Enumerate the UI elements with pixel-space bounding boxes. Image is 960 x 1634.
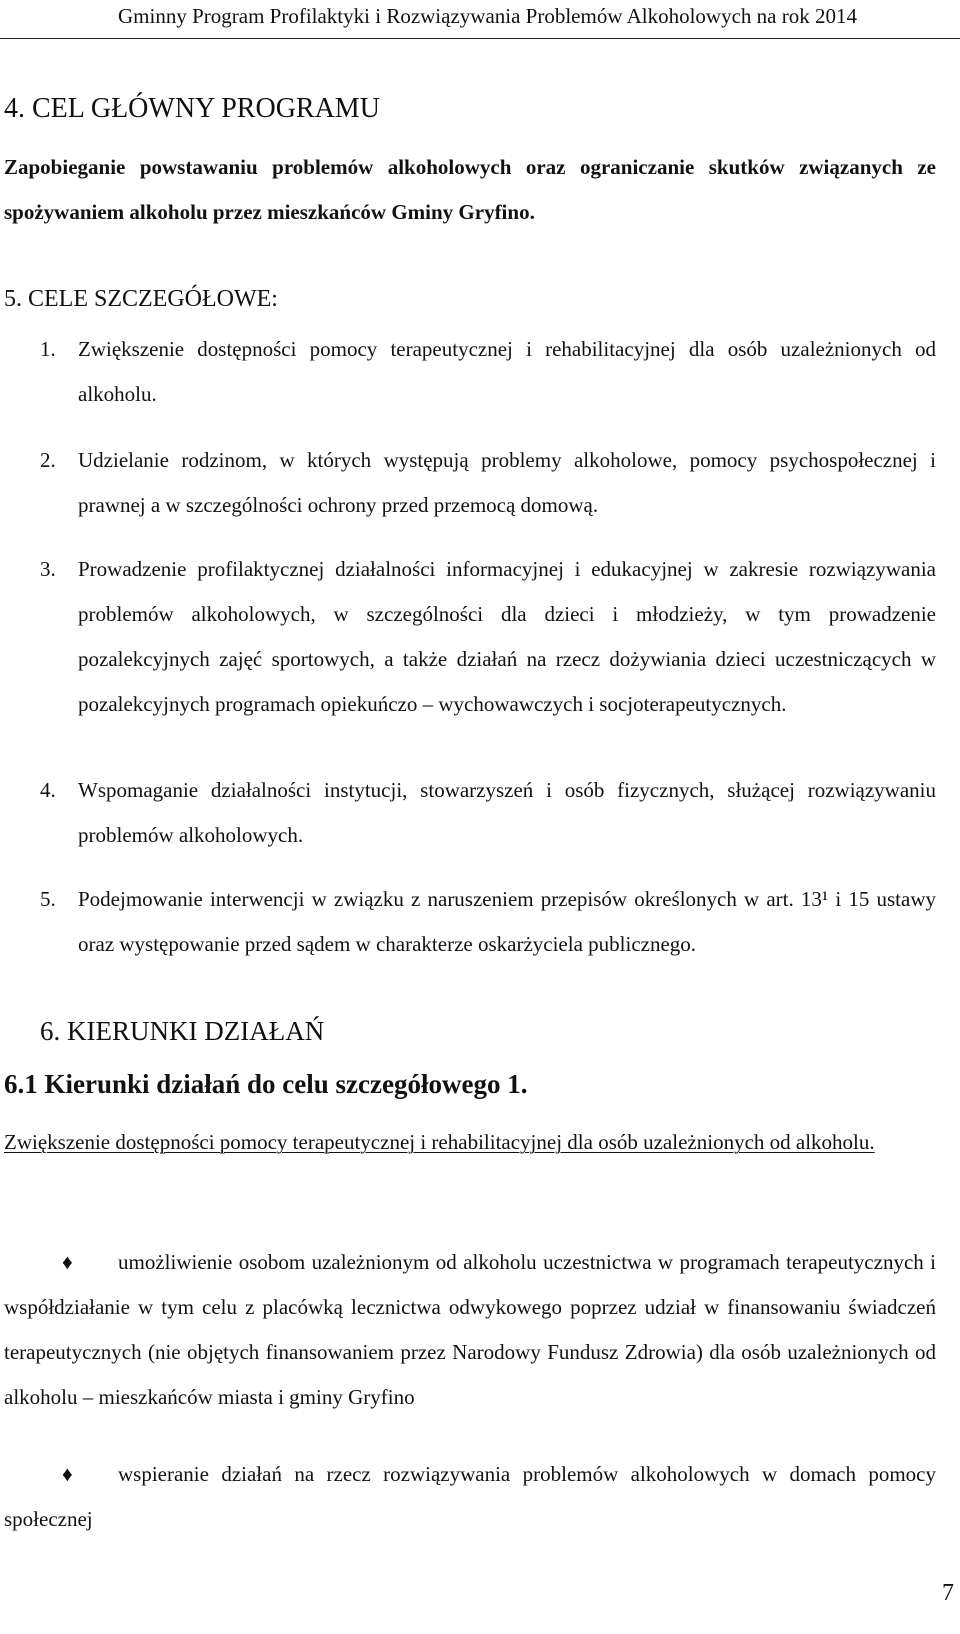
section-6-1-heading: 6.1 Kierunki działań do celu szczegółowego 1.	[4, 1069, 528, 1099]
item-text: Zwiększenie dostępności pomocy terapeutycznej i rehabilitacyjnej dla osób uzależnionych od alkoholu.	[78, 337, 936, 406]
specific-goal-item	[40, 327, 936, 417]
item-number: 2.	[40, 448, 56, 472]
specific-goal-item	[40, 768, 936, 858]
specific-goal-item	[40, 547, 936, 727]
page-number: 7	[942, 1580, 954, 1606]
bullet-text: wspieranie działań na rzecz rozwiązywania problemów alkoholowych w domach pomocy społecznej	[4, 1462, 936, 1531]
section-5-heading: 5. CELE SZCZEGÓŁOWE:	[4, 286, 278, 312]
action-bullet	[4, 1452, 936, 1542]
goal-1-underlined-text: Zwiększenie dostępności pomocy terapeutycznej i rehabilitacyjnej dla osób uzależnionych od alkoholu.	[4, 1130, 875, 1154]
item-number: 5.	[40, 887, 56, 911]
page-header: Gminny Program Profilaktyki i Rozwiązywania Problemów Alkoholowych na rok 2014	[118, 4, 857, 28]
action-bullet	[4, 1240, 936, 1420]
specific-goal-item	[40, 877, 936, 967]
item-text: Podejmowanie interwencji w związku z naruszeniem przepisów określonych w art. 13¹ i 15 ustawy oraz występowanie przed sądem w charakterze oskarżyciela publicznego.	[78, 887, 936, 956]
item-number: 1.	[40, 337, 56, 361]
diamond-bullet-icon: ♦	[62, 1462, 73, 1486]
item-number: 4.	[40, 778, 56, 802]
bullet-text: umożliwienie osobom uzależnionym od alkoholu uczestnictwa w programach terapeutycznych i współdziałanie w tym celu z placówką lecznictwa odwykowego poprzez udział w finansowaniu świadczeń terapeutycznych (nie objętych finansowaniem przez Narodowy Fundusz Zdrowia) dla osób uzależnionych od alkoholu – mieszkańców miasta i gminy Gryfino	[4, 1250, 936, 1409]
item-text: Wspomaganie działalności instytucji, stowarzyszeń i osób fizycznych, służącej rozwiązywaniu problemów alkoholowych.	[78, 778, 936, 847]
item-number: 3.	[40, 557, 56, 581]
item-text: Prowadzenie profilaktycznej działalności informacyjnej i edukacyjnej w zakresie rozwiązywania problemów alkoholowych, w szczególności dla dzieci i młodzieży, w tym prowadzenie pozalekcyjnych zajęć sportowych, a także działań na rzecz dożywiania dzieci uczestniczących w pozalekcyjnych programach opiekuńczo – wychowawczych i socjoterapeutycznych.	[78, 557, 936, 716]
header-divider	[0, 38, 960, 39]
section-4-heading: 4. CEL GŁÓWNY PROGRAMU	[4, 93, 380, 124]
item-text: Udzielanie rodzinom, w których występują problemy alkoholowe, pomocy psychospołecznej i prawnej a w szczególności ochrony przed przemocą domową.	[78, 448, 936, 517]
diamond-bullet-icon: ♦	[62, 1250, 73, 1274]
main-goal-text: Zapobieganie powstawaniu problemów alkoholowych oraz ograniczanie skutków związanych ze spożywaniem alkoholu przez mieszkańców Gminy Gryfino.	[4, 155, 936, 224]
section-6-heading: 6. KIERUNKI DZIAŁAŃ	[40, 1016, 325, 1046]
specific-goal-item	[40, 438, 936, 528]
